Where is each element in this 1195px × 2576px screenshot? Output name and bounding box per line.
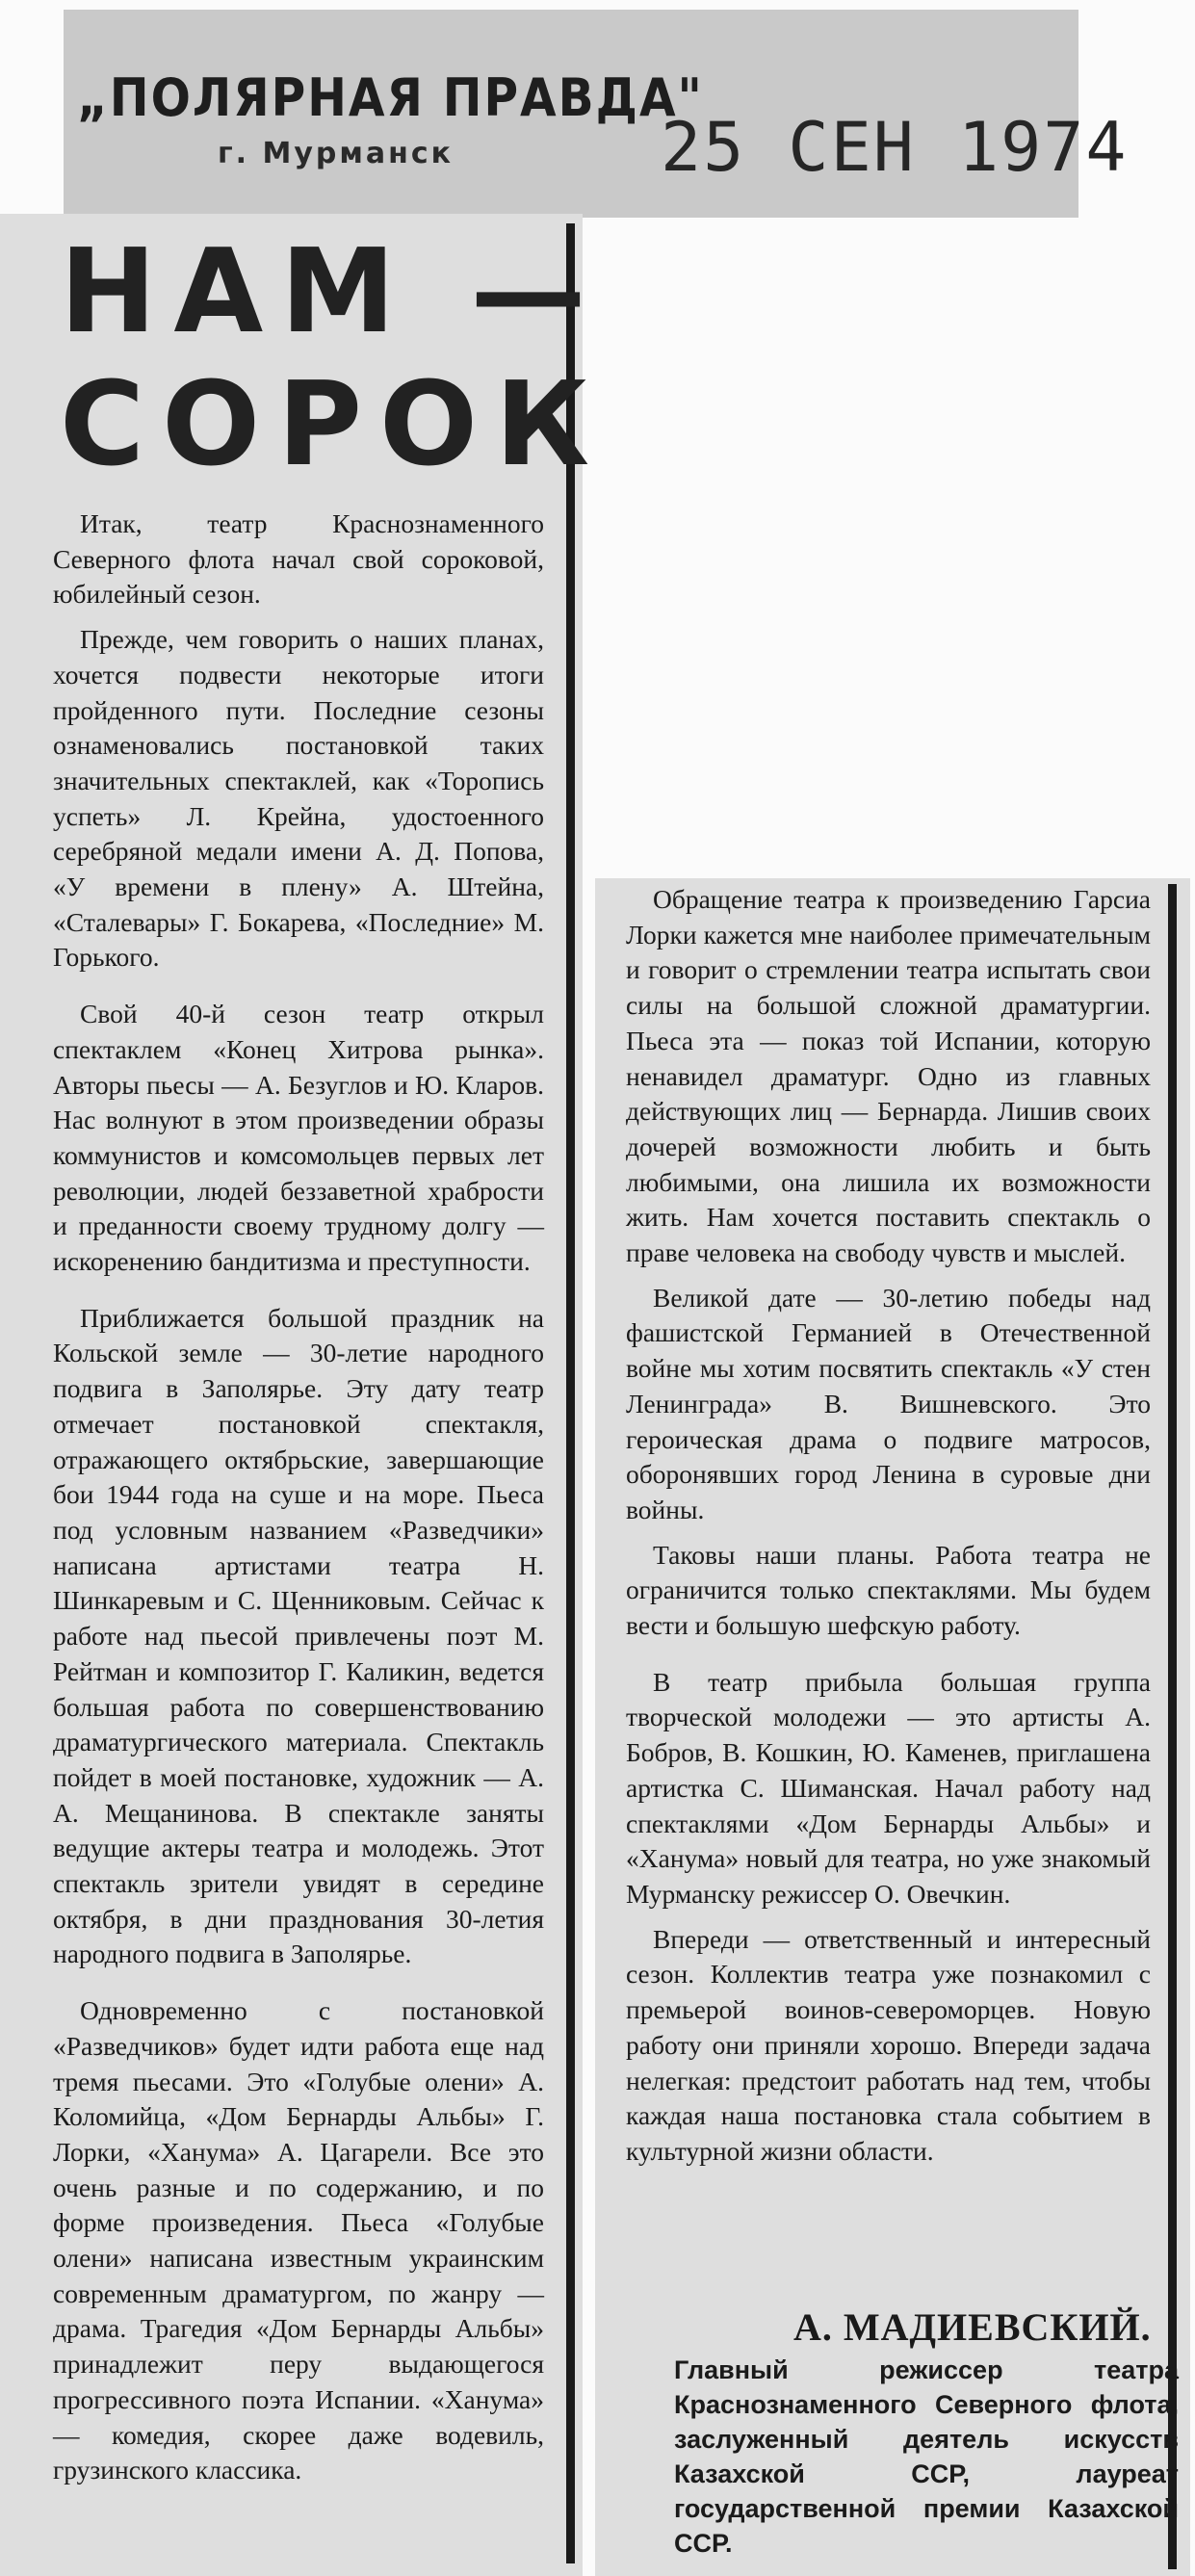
headline-line-1: НАМ —	[60, 225, 604, 359]
author-title: Главный режиссер театра Краснознаменного Северного флота, заслуженный деятель искусств Казахской ССР, лауреат государственной премии Казахской ССР.	[674, 2355, 1179, 2558]
author-signature: А. МАДИЕВСКИЙ.	[793, 2305, 1152, 2349]
headline-line-2: СОРОК	[60, 358, 608, 492]
paragraph: Таковы наши планы. Работа театра не ограничится только спектаклями. Мы будем вести и большую шефскую работу.	[626, 1539, 1151, 1641]
newspaper-city-stamp: г. Мурманск	[218, 137, 455, 170]
paragraph: Великой дате — 30-летию победы над фашистской Германией в Отечественной войне мы хотим посвятить спектакль «У стен Ленинграда» В. Вишневского. Это героическая драма о подвиге матросов, оборонявших город Ленина в суровые дни войны.	[626, 1282, 1151, 1524]
newspaper-name-stamp: „ПОЛЯРНАЯ ПРАВДА"	[77, 67, 704, 128]
paragraph: Свой 40-й сезон театр открыл спектаклем «Конец Хитрова рынка». Авторы пьесы — А. Безуглов и Ю. Кларов. Нас волнуют в этом произведении образы коммунистов и комсомольцев первых лет революции, людей беззаветной храбрости и преданности своему трудному долгу — искоренению бандитизма и преступности.	[53, 999, 544, 1277]
column-rule-left	[566, 223, 575, 2563]
paragraph: Прежде, чем говорить о наших планах, хочется подвести некоторые итоги пройденного пути. Последние сезоны ознаменовались постановкой таких значительных спектаклей, как «Торопись успеть» Л. Крейна, удостоенного серебряной медали имени А. Д. Попова, «У времени в плену» А. Штейна, «Сталевары» Г. Бокарева, «Последние» М. Горького.	[53, 624, 544, 973]
paragraph: Итак, театр Краснознаменного Северного флота начал свой сороковой, юбилейный сезон.	[53, 508, 544, 610]
paragraph: Обращение театра к произведению Гарсиа Лорки кажется мне наиболее примечательным и говорит о стремлении театра испытать свои силы на большой сложной драматургии. Пьеса эта — показ той Испании, которую ненавидел драматург. Одно из главных действующих лиц — Бернарда. Лишив своих дочерей возможности любить и быть любимыми, она лишила их возможности жить. Нам хочется поставить спектакль о праве человека на свободу чувств и мыслей.	[626, 884, 1151, 1268]
paragraph: Впереди — ответственный и интересный сезон. Коллектив театра уже познакомил с премьерой воинов-североморцев. Новую работу они приняли хорошо. Впереди задача нелегкая: предстоит работать над тем, чтобы каждая наша постановка стала событием в культурной жизни области.	[626, 1923, 1151, 2166]
paragraph: Приближается большой праздник на Кольской земле — 30-летие народного подвига в Заполярье. Эту дату театр отмечает постановкой спектакля, отражающего октябрьские, завершающие бои 1944 года на суше и на море. Пьеса под условным названием «Разведчики» написана артистами театра Н. Шинкаревым и С. Щенниковым. Сейчас к работе над пьесой привлечены поэт М. Рейтман и композитор Г. Каликин, ведется большая работа по совершенствованию драматургического материала. Спектакль пойдет в моей постановке, художник — А. А. Мещанинова. В спектакле заняты ведущие актеры театра и молодежь. Этот спектакль зрители увидят в середине октября, в дни празднования 30-летия народного подвига в Заполярье.	[53, 1302, 544, 1969]
right-column	[626, 882, 1151, 2179]
paragraph: В театр прибыла большая группа творческой молодежи — это артисты А. Бобров, В. Кошкин, Ю. Каменев, приглашена артистка С. Шиманская. Начал работу над спектаклями «Дом Бернарды Альбы» и «Ханума» новый для театра, но уже знакомый Мурманску режиссер О. Овечкин.	[626, 1666, 1151, 1909]
left-column	[53, 507, 544, 2498]
date-stamp: 25 СЕН 1974	[661, 108, 1129, 187]
column-rule-right	[1168, 884, 1177, 2569]
paragraph: Одновременно с постановкой «Разведчиков» будет идти работа еще над тремя пьесами. Это «Голубые олени» А. Коломийца, «Дом Бернарды Альбы» Г. Лорки, «Ханума» А. Цагарели. Все это очень разные и по содержанию, и по форме произведения. Пьеса «Голубые олени» написана известным украинским современным драматургом, по жанру — драма. Трагедия «Дом Бернарды Альбы» принадлежит перу выдающегося прогрессивного поэта Испании. «Ханума» — комедия, скорее даже водевиль, грузинского классика.	[53, 1995, 544, 2485]
